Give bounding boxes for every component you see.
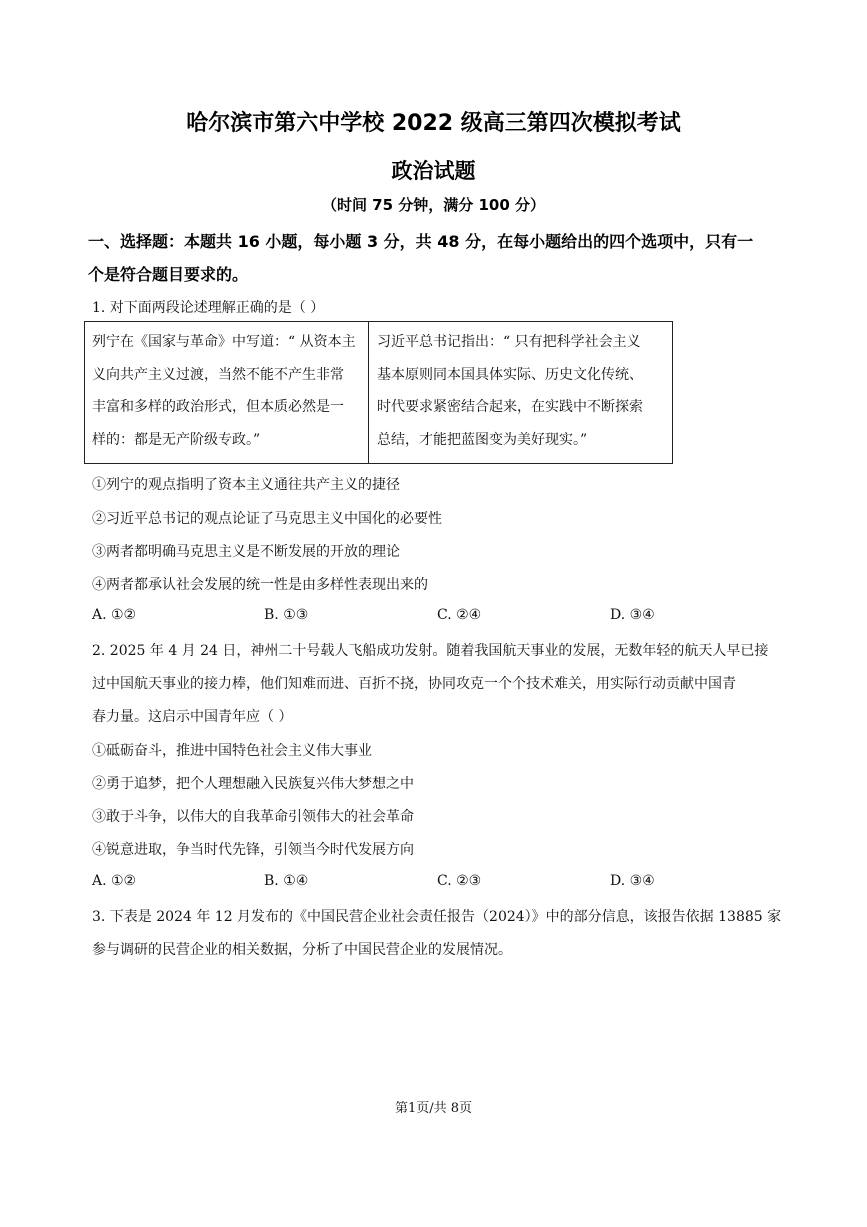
- q1-table-divider: [368, 321, 369, 464]
- q3-stem-line: 3. 下表是 2024 年 12 月发布的《中国民营企业社会责任报告（2024）》中的部分信息，该报告依据 13885 家: [92, 909, 782, 925]
- section-heading-line1: 一、选择题：本题共 16 小题，每小题 3 分，共 48 分，在每小题给出的四个选项中，只有一: [88, 232, 754, 251]
- q1-left-line: 列宁在《国家与革命》中写道：“ 从资本主: [92, 334, 356, 350]
- section-heading-line2: 个是符合题目要求的。: [88, 265, 249, 284]
- q3-stem-line: 参与调研的民营企业的相关数据，分析了中国民营企业的发展情况。: [92, 942, 512, 958]
- q2-item: ②勇于追梦，把个人理想融入民族复兴伟大梦想之中: [92, 776, 414, 792]
- q1-item: ②习近平总书记的观点论证了马克思主义中国化的必要性: [92, 511, 442, 527]
- q1-option-d[interactable]: D. ③④: [610, 607, 655, 623]
- q1-left-line: 丰富和多样的政治形式，但本质必然是一: [92, 399, 344, 415]
- exam-subtitle: 政治试题: [391, 159, 476, 183]
- page-number: 第1页/共 8页: [394, 1101, 473, 1116]
- q1-right-line: 基本原则同本国具体实际、历史文化传统、: [377, 366, 643, 383]
- q2-option-d[interactable]: D. ③④: [610, 873, 655, 889]
- q1-option-c[interactable]: C. ②④: [437, 607, 482, 623]
- q1-right-quote: [377, 326, 643, 456]
- q2-option-a[interactable]: A. ①②: [92, 873, 137, 889]
- q2-stem-line: 春力量。这启示中国青年应（ ）: [92, 709, 293, 725]
- q1-stem: 1. 对下面两段论述理解正确的是（ ）: [92, 300, 325, 316]
- q1-right-line: 习近平总书记指出：“ 只有把科学社会主义: [377, 334, 641, 350]
- exam-time-info: （时间 75 分钟，满分 100 分）: [321, 196, 546, 214]
- q2-item: ④锐意进取，争当时代先锋，引领当今时代发展方向: [92, 842, 414, 858]
- q1-option-b[interactable]: B. ①③: [264, 607, 309, 623]
- exam-title: 哈尔滨市第六中学校 2022 级高三第四次模拟考试: [186, 111, 681, 136]
- q1-right-line: 时代要求紧密结合起来，在实践中不断探索: [377, 399, 643, 415]
- q1-item: ①列宁的观点指明了资本主义通往共产主义的捷径: [92, 477, 400, 493]
- q1-right-line: 总结，才能把蓝图变为美好现实。”: [377, 431, 588, 448]
- q2-option-c[interactable]: C. ②③: [437, 873, 482, 889]
- q1-left-quote: [92, 326, 356, 456]
- q1-left-line: 样的：都是无产阶级专政。”: [92, 431, 261, 448]
- q1-left-line: 义向共产主义过渡，当然不能不产生非常: [92, 366, 344, 383]
- q1-item: ④两者都承认社会发展的统一性是由多样性表现出来的: [92, 577, 428, 593]
- q2-option-b[interactable]: B. ①④: [264, 873, 309, 889]
- q2-stem-line: 2. 2025 年 4 月 24 日，神州二十号载人飞船成功发射。随着我国航天事业的发展，无数年轻的航天人早已接: [92, 643, 769, 659]
- q2-item: ③敢于斗争，以伟大的自我革命引领伟大的社会革命: [92, 809, 414, 825]
- q2-item: ①砥砺奋斗，推进中国特色社会主义伟大事业: [92, 743, 372, 759]
- q1-item: ③两者都明确马克思主义是不断发展的开放的理论: [92, 544, 400, 560]
- q1-option-a[interactable]: A. ①②: [92, 607, 137, 623]
- q2-stem-line: 过中国航天事业的接力棒，他们知难而进、百折不挠，协同攻克一个个技术难关，用实际行动贡献中国青: [92, 676, 736, 692]
